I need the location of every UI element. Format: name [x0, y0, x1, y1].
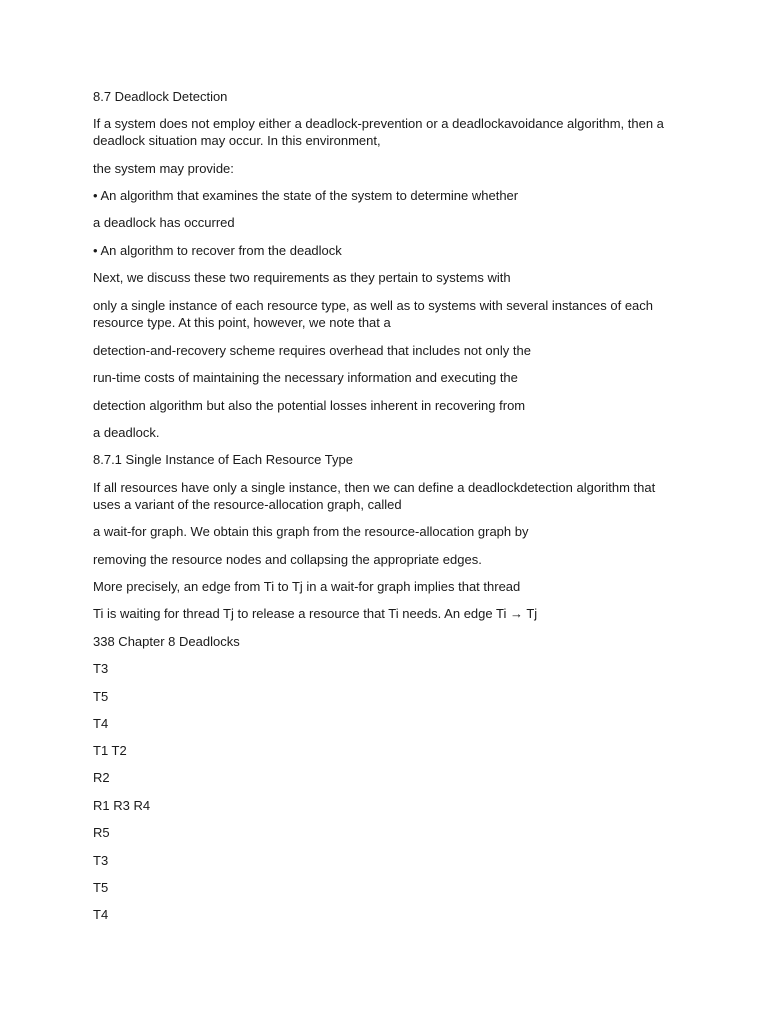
graph-label: R2 — [93, 770, 110, 785]
paragraph: detection-and-recovery scheme requires overhead that includes not only the — [93, 343, 531, 358]
section-heading: 8.7 Deadlock Detection — [93, 89, 228, 104]
paragraph: If all resources have only a single instance, then we can define a deadlockdetection algorithm that uses a variant of the resource-allocation graph, called — [93, 480, 656, 512]
paragraph: a deadlock. — [93, 425, 160, 440]
page-header: 338 Chapter 8 Deadlocks — [93, 634, 240, 649]
graph-label: T3 — [93, 661, 109, 676]
bullet-item: • An algorithm to recover from the deadlock — [93, 243, 342, 258]
paragraph: run-time costs of maintaining the necessary information and executing the — [93, 370, 518, 385]
graph-label: T4 — [93, 907, 109, 922]
paragraph: More precisely, an edge from Ti to Tj in a wait-for graph implies that thread — [93, 579, 521, 594]
graph-label: T4 — [93, 716, 109, 731]
paragraph: a deadlock has occurred — [93, 215, 235, 230]
graph-label: R5 — [93, 825, 110, 840]
paragraph: If a system does not employ either a deadlock-prevention or a deadlockavoidance algorithm, then a deadlock situation may occur. In this environment, — [93, 116, 664, 148]
paragraph: only a single instance of each resource type, as well as to systems with several instances of each resource type. At this point, however, we note that a — [93, 298, 654, 330]
graph-label: T1 T2 — [93, 743, 127, 758]
graph-label: R1 R3 R4 — [93, 798, 151, 813]
subsection-heading: 8.7.1 Single Instance of Each Resource Type — [93, 452, 353, 467]
paragraph: Next, we discuss these two requirements as they pertain to systems with — [93, 270, 511, 285]
paragraph: detection algorithm but also the potential losses inherent in recovering from — [93, 398, 526, 413]
graph-label: T5 — [93, 880, 109, 895]
graph-label: T5 — [93, 689, 109, 704]
graph-label: T3 — [93, 853, 109, 868]
bullet-item: • An algorithm that examines the state of the system to determine whether — [93, 188, 519, 203]
paragraph: removing the resource nodes and collapsing the appropriate edges. — [93, 552, 482, 567]
paragraph: Ti is waiting for thread Tj to release a resource that Ti needs. An edge Ti → Tj — [93, 606, 538, 621]
paragraph: a wait-for graph. We obtain this graph from the resource-allocation graph by — [93, 524, 529, 539]
paragraph: the system may provide: — [93, 161, 234, 176]
